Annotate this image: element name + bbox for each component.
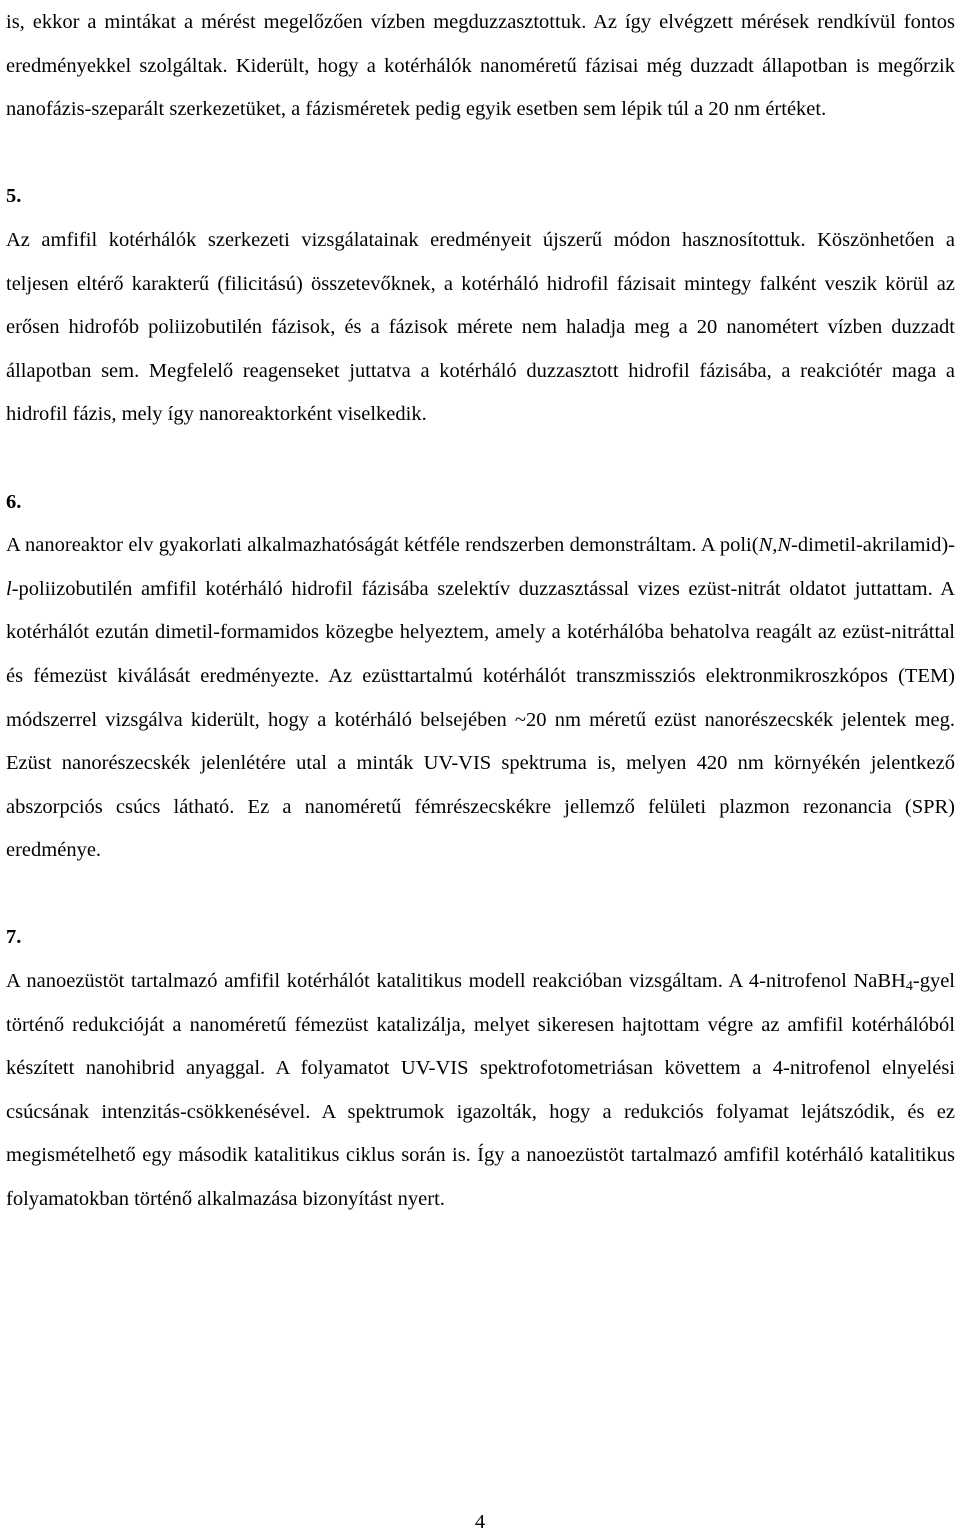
intro-paragraph: is, ekkor a mintákat a mérést megelőzően vízben megduzzasztottuk. Az így elvégzett mérések rendkívül fontos eredményekkel szolgáltak. Kiderült, hogy a kotérhálók nanoméretű fázisai még duzzadt állapotban is megőrzik nanofázis-szeparált szerkezetüket, a fázisméretek pedig egyik esetben sem lépik túl a 20 nm értéket.	[6, 11, 955, 121]
document-page	[6, 0, 955, 1222]
section-6-text-b: -dimetil-akrilamid)-	[791, 534, 955, 557]
section-5-paragraph: Az amfifil kotérhálók szerkezeti vizsgálatainak eredményeit újszerű módon hasznosítottuk. Köszönhetően a teljesen eltérő karakterű (filicitású) összetevőknek, a kotérháló hidrofil fázisait mintegy falként veszik körül az erősen hidrofób poliizobutilén fázisok, és a fázisok mérete nem haladja meg a 20 nanométert vízben duzzadt állapotban sem. Megfelelő reagenseket juttatva a kotérháló duzzasztott hidrofil fázisába, a reakciótér maga a hidrofil fázis, mely így nanoreaktorként viselkedik.	[6, 228, 955, 426]
section-6-italic-l: l	[6, 577, 12, 600]
section-7-text-b: -gyel történő redukcióját a nanoméretű fémezüst katalizálja, melyet sikeresen hajtottam végre az amfifil kotérhálóból készített nanohibrid anyaggal. A folyamatot UV-VIS spektrofotometriásan követtem a 4-nitrofenol elnyelési csúcsának intenzitás-csökkenésével. A spektrumok igazolták, hogy a redukciós folyamat lejátszódik, és ez megismételhető egy második katalitikus ciklus során is. Így a nanoezüstöt tartalmazó amfifil kotérháló katalitikus folyamatokban történő alkalmazása bizonyítást nyert.	[6, 970, 955, 1211]
page-number: 4	[474, 1511, 486, 1533]
section-7-text-a: A nanoezüstöt tartalmazó amfifil kotérhálót katalitikus modell reakcióban vizsgáltam. A 4-nitrofenol NaBH	[6, 970, 906, 993]
section-6-number: 6.	[6, 490, 22, 513]
section-7-paragraph	[6, 960, 955, 1222]
section-7-number: 7.	[6, 926, 22, 949]
section-7-subscript: 4	[905, 979, 913, 995]
section-6-text-c: -poliizobutilén amfifil kotérháló hidrofil fázisába szelektív duzzasztással vizes ezüst-nitrát oldatot juttattam. A kotérhálót ezután dimetil-formamidos közegbe helyeztem, amely a kotérhálóba behatolva reagált az ezüst-nitráttal és fémezüst kiválását eredményezte. Az ezüsttartalmú kotérhálót transzmissziós elektronmikroszkópos (TEM) módszerrel vizsgálva kiderült, hogy a kotérháló belsejében ~20 nm méretű ezüst nanorészecskék jelentek meg. Ezüst nanorészecskék jelenlétére utal a minták UV-VIS spektruma is, melyen 420 nm környékén jelentkező abszorpciós csúcs látható. Ez a nanoméretű fémrészecskékre jellemző felületi plazmon rezonancia (SPR) eredménye.	[6, 577, 955, 862]
section-5-number: 5.	[6, 185, 22, 208]
section-6-italic-nn: N,N	[758, 534, 792, 557]
section-6-text-a: A nanoreaktor elv gyakorlati alkalmazhatóságát kétféle rendszerben demonstráltam. A poli(	[6, 534, 759, 557]
section-6-paragraph	[6, 524, 955, 873]
